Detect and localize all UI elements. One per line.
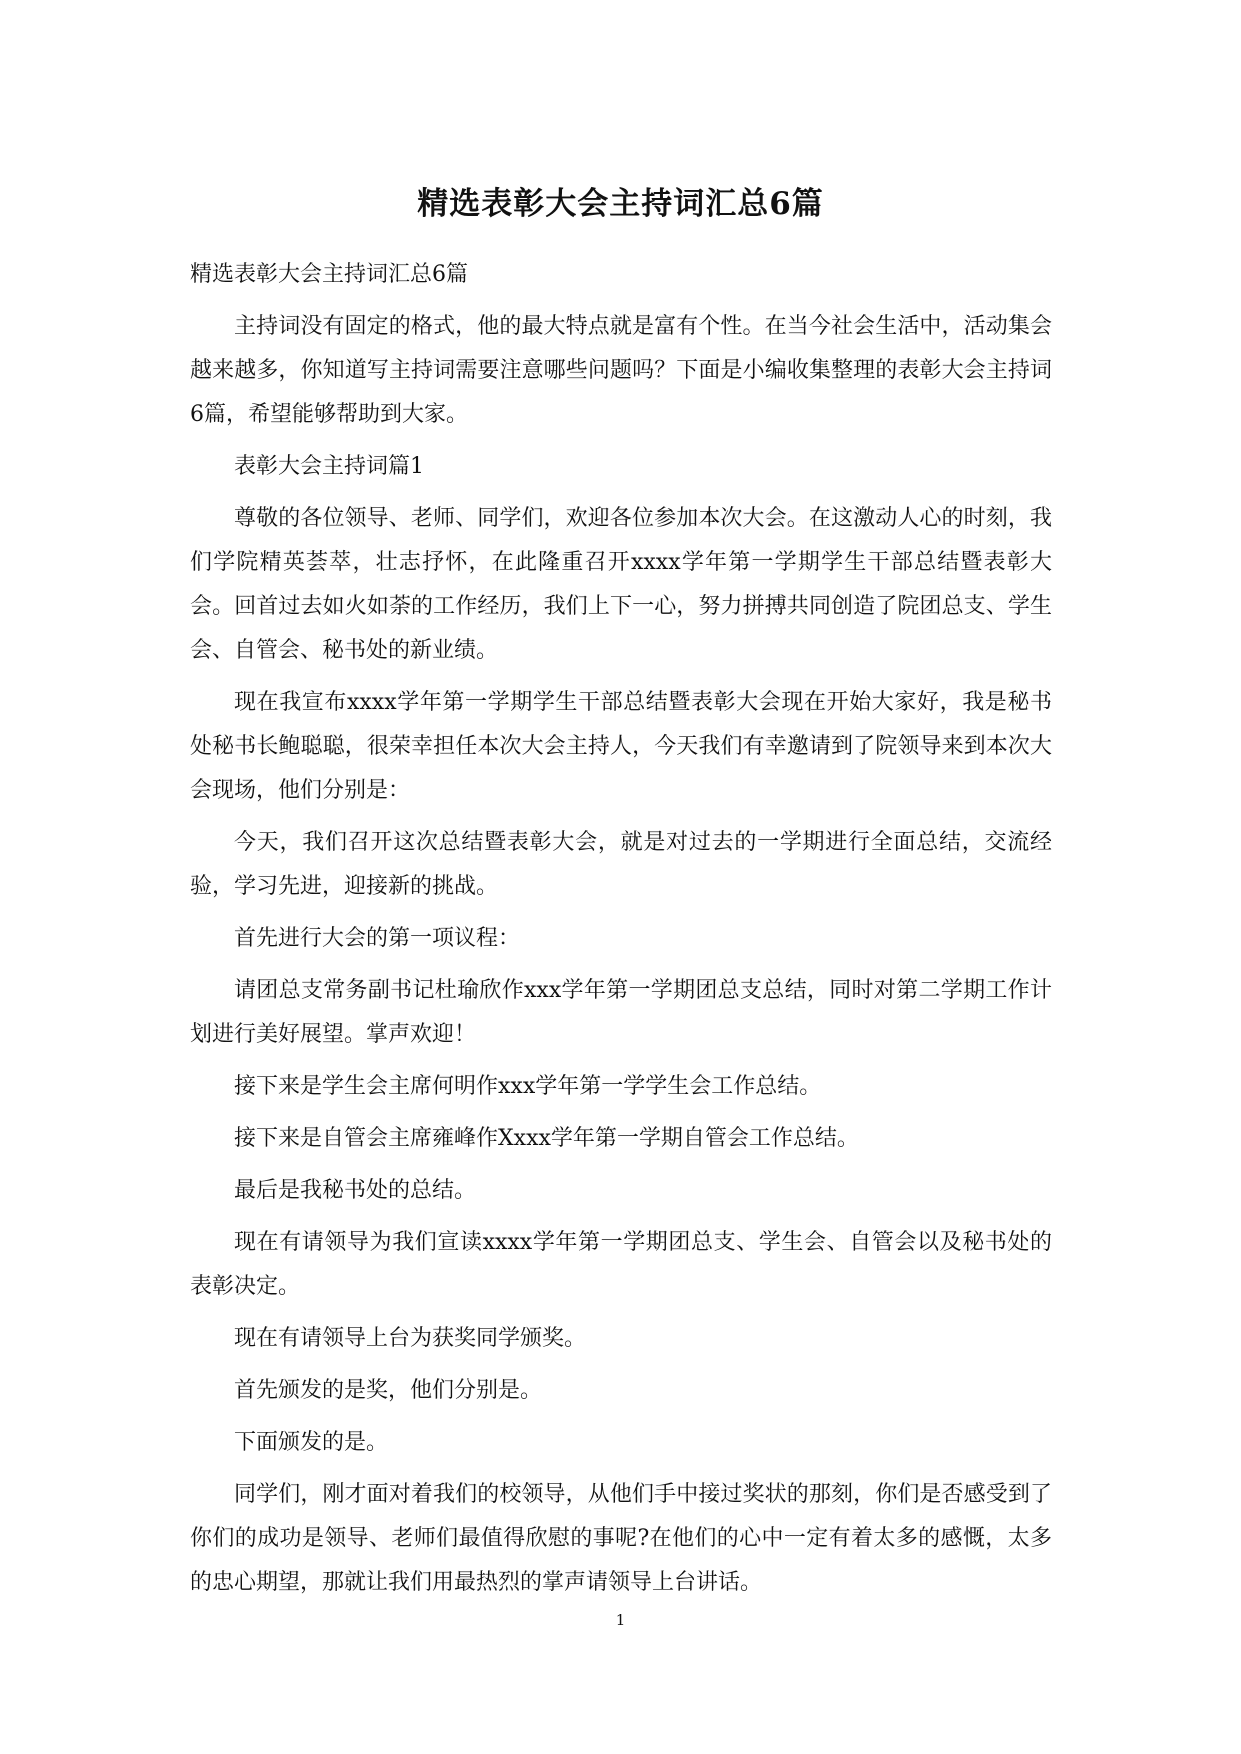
paragraph-agenda-5: 最后是我秘书处的总结。 xyxy=(234,1178,477,1203)
paragraph-intro: 主持词没有固定的格式，他的最大特点就是富有个性。在当今社会生活中，活动集会越来越多，你知道写主持词需要注意哪些问题吗？下面是小编收集整理的表彰大会主持词6篇，希望能够帮助到大家。 xyxy=(190,314,1052,427)
paragraph-opening: 现在我宣布xxxx学年第一学期学生干部总结暨表彰大会现在开始大家好，我是秘书处秘书长鲍聪聪，很荣幸担任本次大会主持人，今天我们有幸邀请到了院领导来到本次大会现场，他们分别是： xyxy=(190,690,1052,803)
paragraph-agenda-2: 请团总支常务副书记杜瑜欣作xxx学年第一学期团总支总结，同时对第二学期工作计划进行美好展望。掌声欢迎！ xyxy=(190,978,1052,1047)
paragraph-agenda-1: 首先进行大会的第一项议程： xyxy=(234,926,521,951)
paragraph-award-presentation: 现在有请领导上台为获奖同学颁奖。 xyxy=(234,1326,587,1351)
paragraph-subtitle: 精选表彰大会主持词汇总6篇 xyxy=(190,262,468,287)
paragraph-agenda-3: 接下来是学生会主席何明作xxx学年第一学学生会工作总结。 xyxy=(234,1074,822,1099)
paragraph-leader-speech: 同学们，刚才面对着我们的校领导，从他们手中接过奖状的那刻，你们是否感受到了你们的成功是领导、老师们最值得欣慰的事呢?在他们的心中一定有着太多的感慨，太多的忠心期望，那就让我们用最热烈的掌声请领导上台讲话。 xyxy=(190,1482,1052,1595)
document-body xyxy=(190,253,1052,1613)
paragraph-first-award: 首先颁发的是奖，他们分别是。 xyxy=(234,1378,543,1403)
document-title: 精选表彰大会主持词汇总6篇 xyxy=(417,186,824,222)
paragraph-award-decision: 现在有请领导为我们宣读xxxx学年第一学期团总支、学生会、自管会以及秘书处的表彰决定。 xyxy=(190,1230,1052,1299)
paragraph-section-heading: 表彰大会主持词篇1 xyxy=(234,454,424,479)
paragraph-welcome: 尊敬的各位领导、老师、同学们，欢迎各位参加本次大会。在这激动人心的时刻，我们学院精英荟萃，壮志抒怀，在此隆重召开xxxx学年第一学期学生干部总结暨表彰大会。回首过去如火如荼的工作经历，我们上下一心，努力拼搏共同创造了院团总支、学生会、自管会、秘书处的新业绩。 xyxy=(190,506,1052,663)
paragraph-next-award: 下面颁发的是。 xyxy=(234,1430,389,1455)
paragraph-purpose: 今天，我们召开这次总结暨表彰大会，就是对过去的一学期进行全面总结，交流经验，学习先进，迎接新的挑战。 xyxy=(190,830,1052,899)
page-number: 1 xyxy=(615,1611,626,1629)
paragraph-agenda-4: 接下来是自管会主席雍峰作Xxxx学年第一学期自管会工作总结。 xyxy=(234,1126,859,1151)
